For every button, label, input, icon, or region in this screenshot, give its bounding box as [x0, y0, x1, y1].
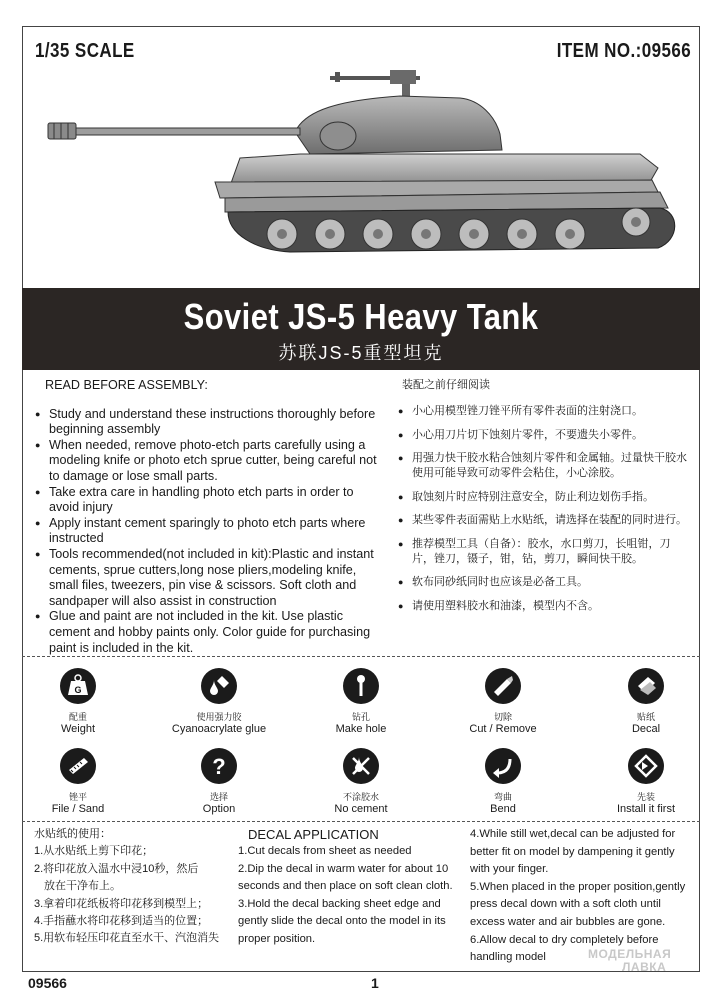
drill-icon — [343, 668, 379, 704]
instruction-cn-item: ● 取蚀刻片时应特别注意安全，防止利边划伤手指。 — [398, 490, 688, 505]
symbol-decal: 贴纸 Decal — [581, 668, 711, 735]
symbol-file: 锉平 File / Sand — [13, 748, 143, 815]
decal-en-line: handling model — [470, 951, 546, 964]
decal-en-line: 5.When placed in the proper position,gently — [470, 880, 686, 893]
instruction-cn-item: ● 推荐模型工具（自备）：胶水，水口剪刀，长咀钳，刀片，锉刀，镊子，钳，钻，剪刀，瞬间快干胶。 — [398, 537, 688, 567]
instruction-en-item: ● Glue and paint are not included in the kit. Use plastic cement and hobby paints only. Color guide for purchasing paint is included in the kit. — [35, 609, 385, 656]
decal-en-line: 6.Allow decal to dry completely before — [470, 933, 659, 946]
instruction-cn-item: ● 小心用模型锉刀锉平所有零件表面的注射浇口。 — [398, 404, 688, 419]
instruction-en-item: ● Study and understand these instructions thoroughly before beginning assembly — [35, 407, 385, 438]
decal-instructions-en — [238, 826, 463, 949]
instructions-cn-heading: 装配之前仔细阅读 — [402, 379, 490, 391]
weight-icon — [60, 668, 96, 704]
tank-illustration — [40, 62, 680, 262]
decal-en-line: press decal down with a soft cloth until — [470, 898, 661, 911]
svg-text:G: G — [74, 685, 82, 695]
symbol-no-cement: 不涂胶水 No cement — [296, 748, 426, 815]
symbol-option: ? 选择 Option — [154, 748, 284, 815]
decal-cn-line: 4.手指蘸水将印花移到适当的位置； — [34, 915, 209, 928]
symbol-glue: 使用强力胶 Cyanoacrylate glue — [154, 668, 284, 735]
decal-en-line: gently slide the decal onto the model in its — [238, 915, 446, 928]
decal-en-line: proper position. — [238, 932, 316, 945]
instruction-cn-item: ● 小心用刀片切下蚀刻片零件，不要遗失小零件。 — [398, 428, 688, 443]
decal-cn-line: 1.从水贴纸上剪下印花； — [34, 845, 154, 858]
instructions-en — [35, 378, 385, 656]
decal-en-line: seconds and then place on soft clean cloth. — [238, 880, 453, 893]
glue-drop-icon — [201, 668, 237, 704]
decal-cn-heading: 水贴纸的使用： — [34, 828, 111, 840]
instruction-en-item: ● Tools recommended(not included in kit):Plastic and instant cements, sprue cutters,long nose pliers,modeling knife, small files, tweezers, pin vise & scissors. Soft cloth and sandpaper will also assist in construction — [35, 547, 385, 609]
footer-page-number: 1 — [371, 975, 379, 991]
decal-en-line: 1.Cut decals from sheet as needed — [238, 845, 412, 857]
decal-en-line: excess water and air bubbles are gone. — [470, 915, 666, 928]
instruction-en-item: ● Apply instant cement sparingly to photo etch parts where instructed — [35, 516, 385, 547]
footer-item-code: 09566 — [28, 975, 67, 991]
decal-cn-line: 3.拿着印花纸板将印花移到模型上； — [34, 897, 209, 910]
item-number: ITEM NO.:09566 — [556, 40, 691, 62]
title-cn: 苏联JS-5重型坦克 — [278, 343, 444, 363]
title-en: Soviet JS-5 Heavy Tank — [183, 296, 539, 337]
decal-cn-line: 放在干净布上。 — [44, 880, 121, 893]
instruction-en-item: ● When needed, remove photo-etch parts carefully using a modeling knife or photo etch sprue cutter, being careful not to damage or lose small parts. — [35, 438, 385, 485]
symbol-cut: 切除 Cut / Remove — [438, 668, 568, 735]
instruction-en-item: ● Take extra care in handling photo etch parts in order to avoid injury — [35, 485, 385, 516]
symbol-bend: 弯曲 Bend — [438, 748, 568, 815]
instructions-en-heading: READ BEFORE ASSEMBLY: — [45, 378, 208, 392]
decal-en-line: 4.While still wet,decal can be adjusted for — [470, 828, 676, 840]
instruction-cn-item: ● 某些零件表面需贴上水贴纸，请选择在装配的同时进行。 — [398, 513, 688, 528]
instructions-cn — [398, 378, 688, 622]
title-banner — [22, 288, 700, 370]
knife-cut-icon — [485, 668, 521, 704]
symbol-weight: G 配重 Weight — [13, 668, 143, 735]
instruction-cn-item: ● 用强力快干胶水粘合蚀刻片零件和金属轴。过量快干胶水使用可能导致可动零件会粘住，小心涂胶。 — [398, 451, 688, 481]
decal-en-line: 3.Hold the decal backing sheet edge and — [238, 897, 441, 910]
decal-instructions-cn — [34, 826, 234, 948]
scale-label: 1/35 SCALE — [35, 40, 135, 62]
instruction-cn-item: ● 请使用塑料胶水和油漆，模型内不含。 — [398, 599, 688, 614]
decal-cn-line: 5.用软布轻压印花直至水干、汽泡消失 — [34, 932, 220, 945]
decal-en-line: 2.Dip the decal in warm water for about 10 — [238, 862, 449, 875]
install-first-icon — [628, 748, 664, 784]
svg-text:?: ? — [212, 754, 226, 779]
dashed-divider — [22, 821, 700, 822]
decal-en-line: with your finger. — [470, 863, 549, 876]
file-icon — [60, 748, 96, 784]
dashed-divider — [22, 656, 700, 657]
bend-arrow-icon — [485, 748, 521, 784]
symbol-install-first: 先装 Install it first — [581, 748, 711, 815]
instruction-cn-item: ● 软布同砂纸同时也应该是必备工具。 — [398, 575, 688, 590]
question-icon — [201, 748, 237, 784]
decal-cn-line: 2.将印花放入温水中浸10秒，然后 — [34, 862, 199, 875]
decal-instructions-en-continued — [470, 826, 696, 967]
decal-en-heading: DECAL APPLICATION — [248, 827, 379, 842]
symbol-drill: 钻孔 Make hole — [296, 668, 426, 735]
decal-icon — [628, 668, 664, 704]
watermark: МОДЕЛЬНАЯ ЛАВКА — [588, 947, 672, 974]
no-cement-icon — [343, 748, 379, 784]
decal-en-line: better fit on model by dampening it gently — [470, 845, 675, 858]
